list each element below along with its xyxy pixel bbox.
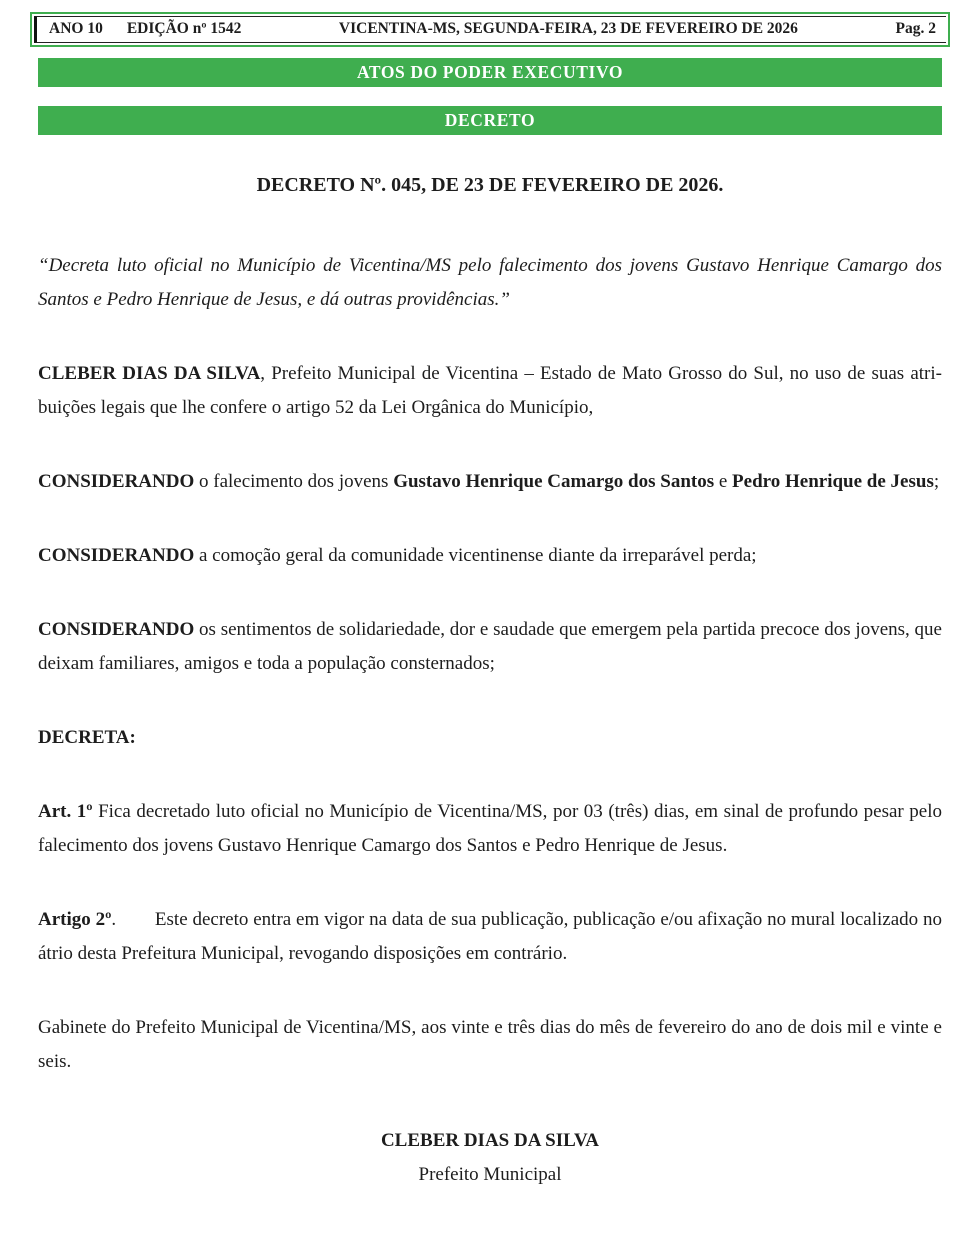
decree-title: DECRETO Nº. 045, DE 23 DE FEVEREIRO DE 2026.	[256, 174, 724, 196]
masthead-left	[49, 20, 241, 38]
masthead-date: VICENTINA-MS, SEGUNDA-FEIRA, 23 DE FEVEREIRO DE 2026	[338, 20, 798, 37]
signature-name: CLEBER DIAS DA SILVA	[380, 1130, 600, 1151]
preamble-paragraph: CLEBER DIAS DA SILVA, Prefeito Municipal de Vicentina – Estado de Mato Grosso do Sul, no uso de suas atribuições legais que lhe confere o artigo 52 da Lei Orgânica do Município,	[38, 363, 942, 418]
ano-label: ANO 10	[49, 20, 103, 37]
considerando-paragraph-1: CONSIDERANDO o falecimento dos jovens Gustavo Henrique Camargo dos Santos e Pedro Henrique de Jesus;	[38, 471, 940, 492]
gabinete-paragraph: Gabinete do Prefeito Municipal de Vicentina/MS, aos vinte e três dias do mês de fevereiro do ano de dois mil e vinte e seis.	[38, 1017, 942, 1072]
decree-content	[0, 174, 980, 1187]
article-2-paragraph: Artigo 2º. Este decreto entra em vigor na data de sua publicação, publicação e/ou afixação no mural localizado no átrio desta Prefeitura Municipal, revogando disposições em contrário.	[38, 909, 942, 964]
page-number: Pag. 2	[895, 20, 936, 37]
edicao-label: EDIÇÃO nº 1542	[126, 20, 242, 37]
masthead	[30, 12, 950, 47]
masthead-inner	[34, 16, 946, 43]
signature-block	[38, 1129, 942, 1187]
considerando-paragraph-3: CONSIDERANDO os sentimentos de solidariedade, dor e saudade que emergem pela partida precoce dos jovens, que deixam familiares, amigos e toda a população consternados;	[38, 619, 942, 674]
section-banner-atos-executivo: ATOS DO PODER EXECUTIVO	[38, 58, 942, 87]
section-banner-decreto: DECRETO	[38, 106, 942, 135]
signature-role: Prefeito Municipal	[418, 1164, 562, 1185]
decree-summary-quote: “Decreta luto oficial no Município de Vicentina/MS pelo falecimento dos jovens Gustavo Henrique Camargo dos Santos e Pedro Henrique de Jesus, e dá outras providências.”	[38, 255, 942, 310]
gazette-page	[0, 12, 980, 1187]
article-1-paragraph: Art. 1º Fica decretado luto oficial no Município de Vicentina/MS, por 03 (três) dias, em sinal de profundo pesar pelo falecimento dos jovens Gustavo Henrique Camargo dos Santos e Pedro Henrique de Jesus.	[38, 801, 942, 856]
considerando-paragraph-2: CONSIDERANDO a comoção geral da comunidade vicentinense diante da irreparável perda;	[38, 545, 757, 566]
decreta-heading: DECRETA:	[38, 727, 136, 748]
